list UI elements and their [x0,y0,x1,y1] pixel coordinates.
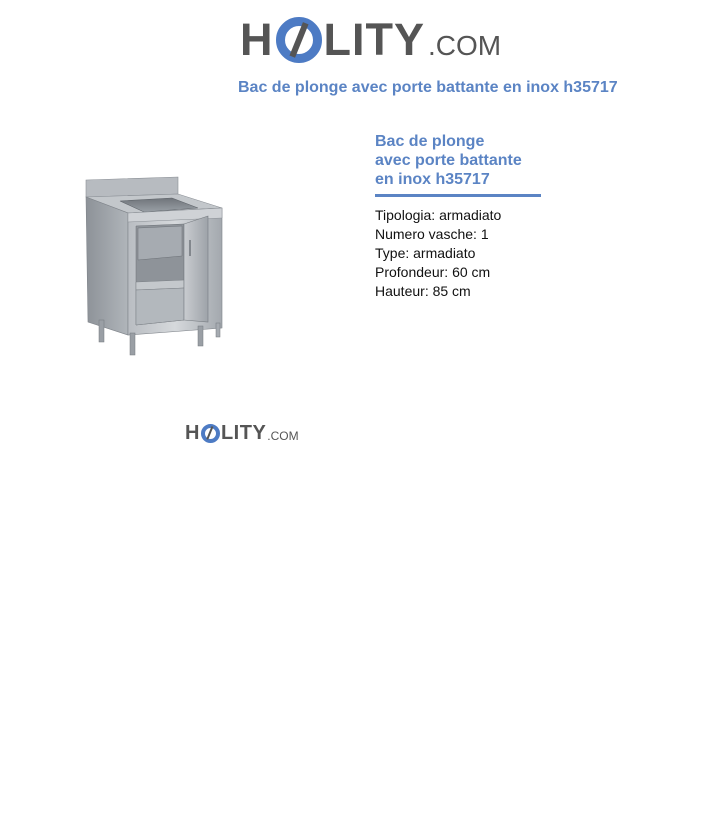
spec-item: Profondeur: 60 cm [375,264,491,280]
product-image [80,170,230,360]
spec-label: Hauteur [375,283,425,299]
logo-wordmark: LITY [323,14,425,65]
spec-value: 85 cm [432,283,471,299]
spec-item: Numero vasche: 1 [375,226,489,242]
spec-value: 1 [480,226,489,242]
logo-domain-suffix: .COM [428,30,502,61]
product-details [375,132,541,301]
title-divider [375,194,541,197]
spec-value: armadiato [439,207,502,223]
logo-o-icon [276,17,322,63]
spec-item: Hauteur: 85 cm [375,283,471,299]
logo-letter-h: H [240,14,274,65]
spec-list [375,206,541,301]
spec-label: Type [375,245,406,261]
page-title: Bac de plonge avec porte battante en inox h35717 [238,79,618,96]
image-watermark-logo [185,421,299,445]
product-title [375,132,541,189]
logo-domain-suffix: .COM [267,428,299,443]
product-title-line: avec porte battante [375,152,522,169]
spec-value: armadiato [413,245,476,261]
brand-logo[interactable] [240,12,501,68]
logo-o-icon [201,424,220,443]
spec-label: Profondeur [375,264,445,280]
product-title-line: en inox h35717 [375,171,490,188]
spec-label: Tipologia [375,207,432,223]
logo-letter-h: H [185,421,200,444]
logo-wordmark: LITY [220,421,267,444]
spec-item: Type: armadiato [375,245,476,261]
product-title-line: Bac de plonge [375,133,485,150]
spec-item: Tipologia: armadiato [375,207,502,223]
spec-value: 60 cm [452,264,491,280]
spec-label: Numero vasche [375,226,474,242]
